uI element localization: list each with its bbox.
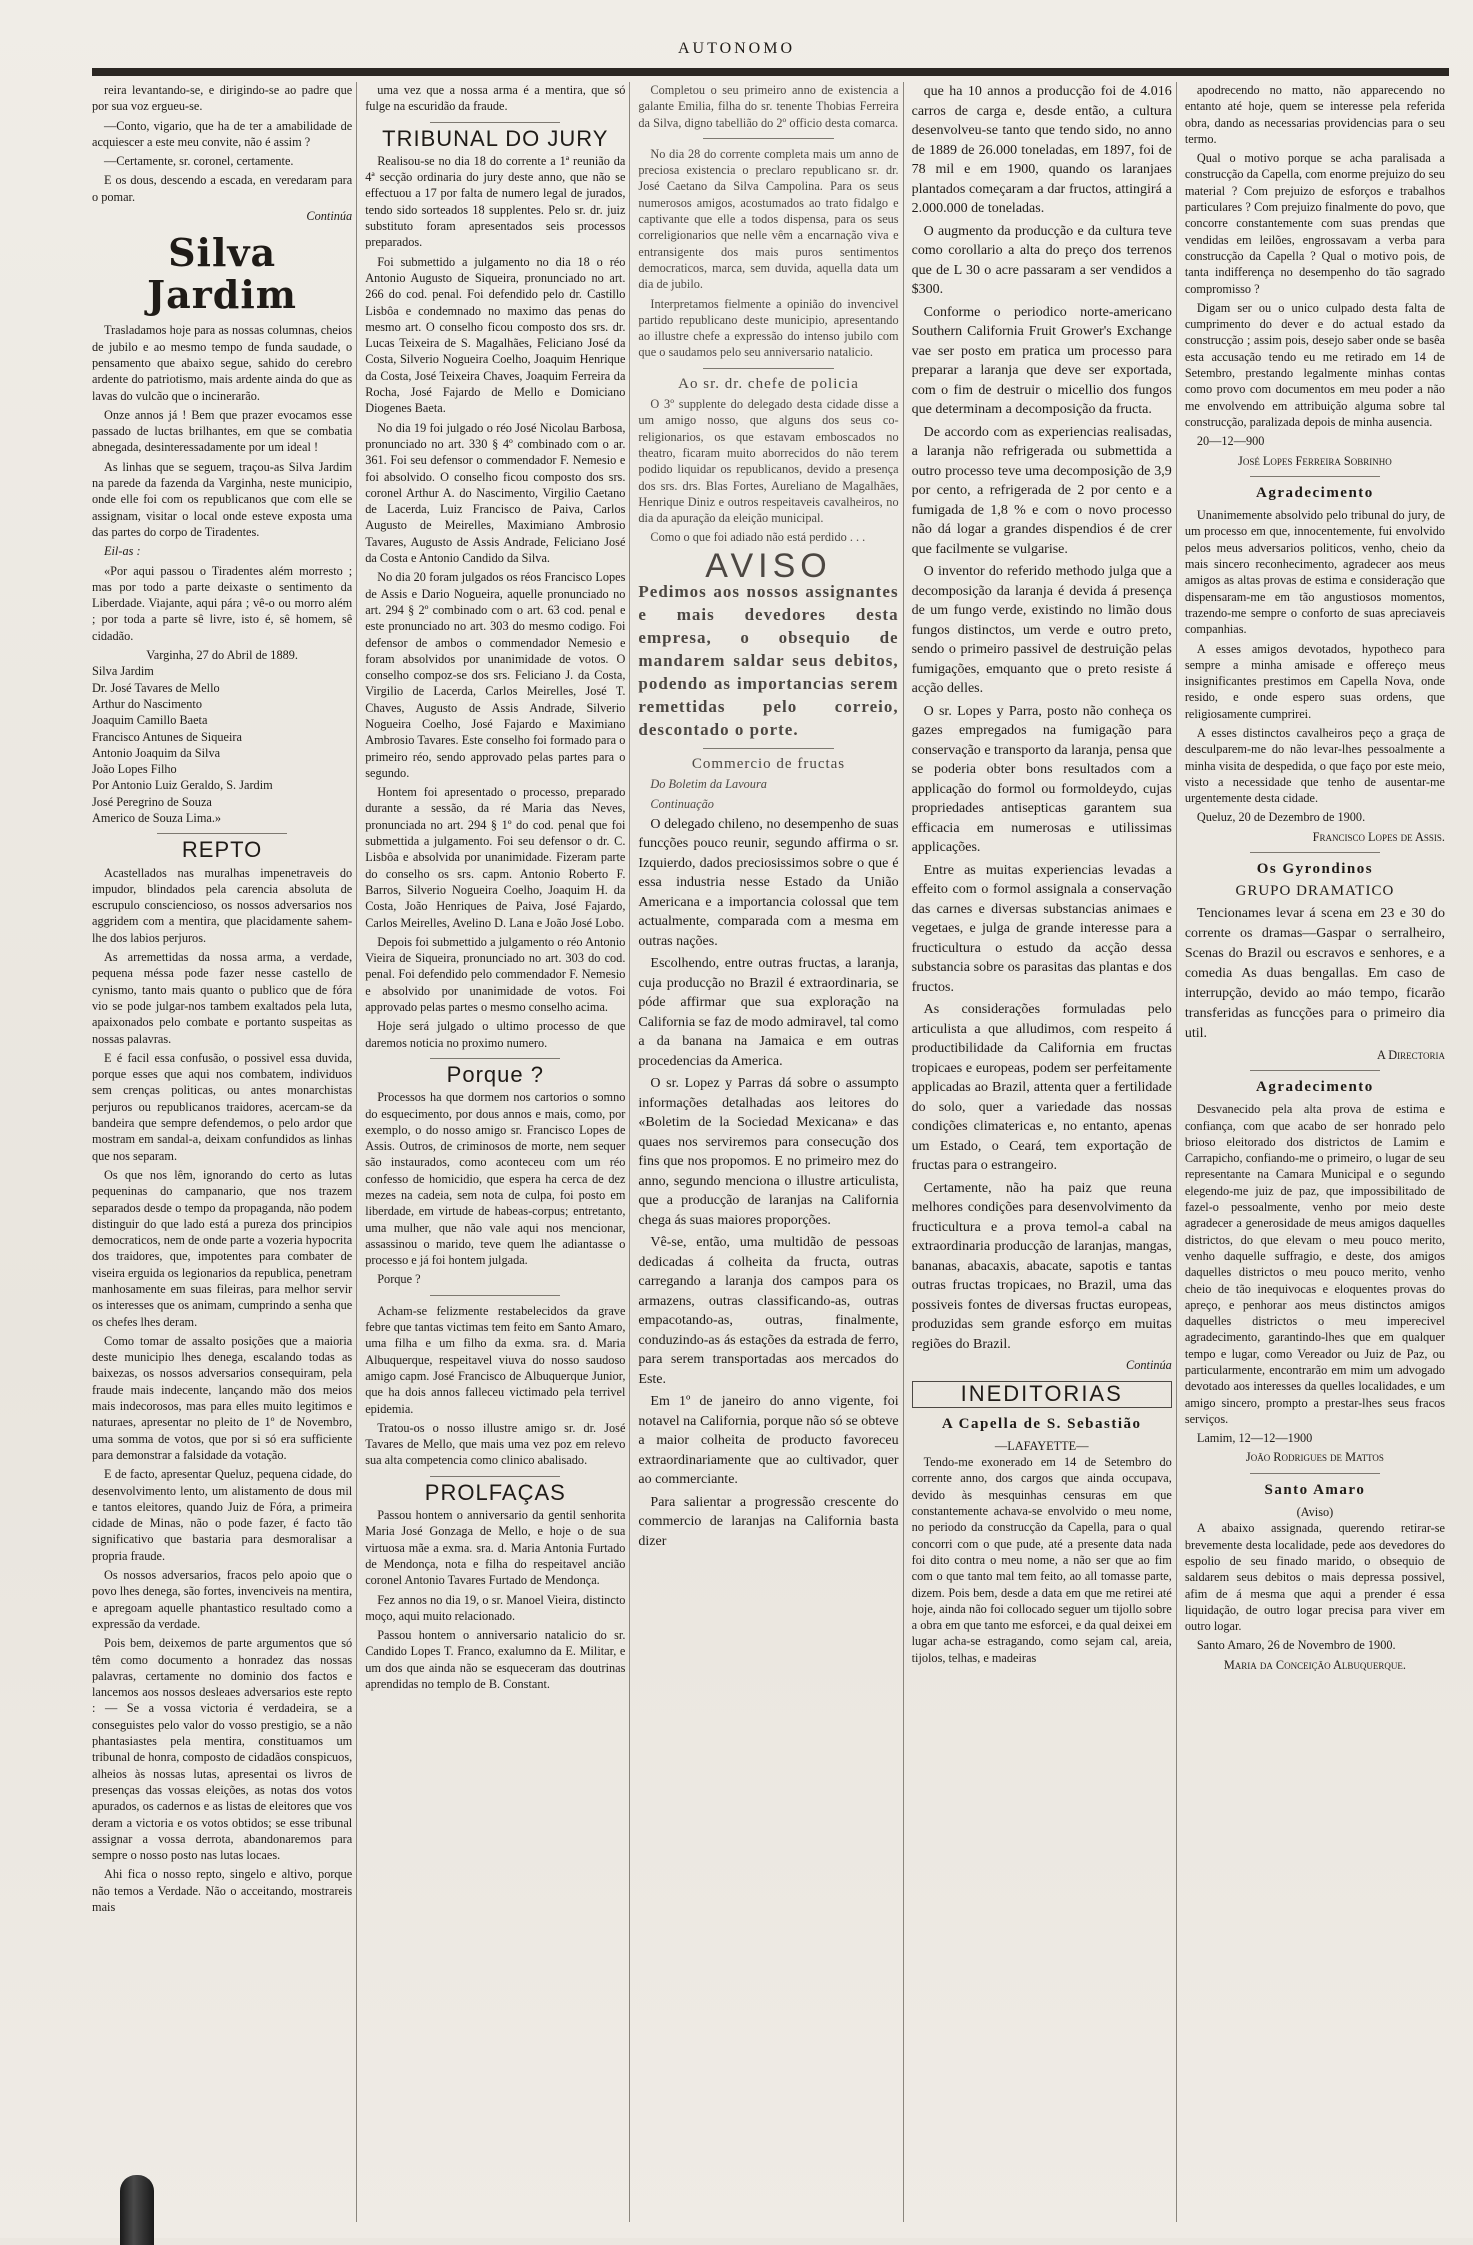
paragraph: Vê-se, então, uma multidão de pessoas dedicadas á colheita da fructa, outras carregando a laranja dos campos para os armazens, outras classificando-as, outras empacotando-as, outras, finalmente, conduzindo-as ás estações da estrada de ferro, para serem transportadas aos mercados do Este. [638, 1235, 899, 1387]
column-4 [912, 82, 1177, 2222]
paragraph: Trasladamos hoje para as nossas columnas, cheios de jubilo e ao mesmo tempo de funda saudade, o pensamento que abaixo segue, sahido do cerebro ardente do patriotismo, mais ardente ainda do que as lavas do vulcão que o incinerarão. [92, 323, 353, 403]
binder-clip [120, 2175, 154, 2245]
paragraph: —Conto, vigario, que ha de ter a amabilidade de acquiescer a este meu convite, não é assim ? [92, 118, 353, 149]
paragraph: E os dous, descendo a escada, en veredaram para o pomar. [92, 173, 353, 204]
paragraph: Qual o motivo porque se acha paralisada a construcção da Capella, com enorme prejuizo do seu material ? Com prejuizo de esforços e trabalhos particulares ? Com prejuizo finalmente do povo, que concorre constantemente com suas prendas que vendidas em leilões, engrossavam a verba para construcção da Capella ? Qual o motivo pois, de tanta indifferença no desempenho do tão sagrado compromisso ? [1184, 151, 1446, 296]
paragraph: Conforme o periodico norte-americano Southern California Fruit Grower's Exchange vae ser posto em pratica um processo para preparar a laranja que deve ser exportada, com o fim de destruir o micellio dos fungos que determinam a decomposição da fructa. [911, 304, 1172, 417]
paragraph: Onze annos já ! Bem que prazer evocamos esse passado de luctas brilhantes, em que se combatia abnegada, desinteressadamente por um ideal ! [92, 407, 353, 455]
divider [430, 122, 560, 123]
aviso-body: Pedimos aos nossos assignantes e mais devedores desta empresa, o obsequio de mandarem saldar seus debitos, podendo as importancias serem remettidas pelo correio, descontado o porte. [638, 582, 899, 740]
paragraph: uma vez que a nossa arma é a mentira, que só fulge na escuridão da fraude. [365, 83, 626, 114]
date-line: Queluz, 20 de Dezembro de 1900. [1196, 810, 1366, 825]
paragraph: Certamente, não ha paiz que reuna melhores condições para desenvolvimento da fructicultura e a prova temol-a cabal na extraordinaria producção de laranjas, mangas, bananas, abacaxis, abacate, sapotis e tantas outras fructas tropicaes, no Brazil, uma das possiveis fontes de diversas fructas europeas, produzidas sem grande esforço em muitas regiões do Brazil. [911, 1180, 1172, 1352]
column-2 [365, 82, 630, 2222]
paragraph: E de facto, apresentar Queluz, pequena cidade, do desenvolvimento lento, um alistamento de dous mil e tantos eleitores, quando Juiz de Fóra, a primeira cidade de Minas, não o pode fazer, é facto tão significativo que bastaria para desmoralisar a propria fraude. [92, 1467, 353, 1563]
paragraph: O delegado chileno, no desempenho de suas funcções pouco reunir, segundo affirma o sr. Izquierdo, dados preciosissimos sobre o que é essa industria nesse Estado da União Americana e a importancia colossal que tem actualmente, comparada com a mesma em outras nações. [638, 816, 899, 949]
divider [1250, 852, 1380, 853]
masthead-rule [92, 68, 1449, 76]
date-line: Varginha, 27 do Abril de 1889. [146, 648, 298, 663]
paragraph: O sr. Lopes y Parra, posto não conheça os gazes empregados na fumigação para conservação e transporto da laranja, pensa que se poderia obter bons resultados com a applicação do formol ou formoldeydo, cujas propriedades antisepticas garantem sua efficacia em numerosas e utilissimas applicações. [911, 703, 1172, 855]
article-title-porque: Porque ? [446, 1061, 544, 1087]
paragraph: No dia 19 foi julgado o réo José Nicolau Barbosa, pronunciado no art. 330 § 4º combinado com o ar. 361. Foi seu defensor o commendador F. Nemesio e foi absolvido. O conselho ficou composto dos srs. coronel Arthur A. do Nascimento, Virgilio Caetano de Lacerda, Luiz Francisco de Paiva, Carlos Augusto de Meirelles, Maximiano Ambrosio Tavares, Augusto de Assis Andrade, Feliciano José da Costa e Antonio Candido da Silva. [365, 420, 626, 566]
paragraph: Passou hontem o anniversario natalicio do sr. Candido Lopes T. Franco, exalumno da E. Militar, e um dos que ainda não se esqueceram das doutrinas aprendidas no templo de B. Constant. [365, 1628, 626, 1692]
paragraph: Tendo-me exonerado em 14 de Setembro do corrente anno, dos cargos que ainda occupava, devido às mesquinhas censuras em que constantemente achava-se envolvido o meu nome, no periodo da construcção da Capella, para o qual concorri com o que pude, até a presente data nada foi dito contra o meu nome, a não ser que ao fim com o que tanto mal tem feito, ao all tomasse parte, dizem. Pois bem, desde a data em que me retirei até hoje, ainda não foi collocado seguer um tijollo sobre a obra em que tanto me esforcei, e da qual deixei em lugar acha-se estragando, como sejam cal, areia, tijolos, telhas, e madeiras [911, 1455, 1172, 1665]
divider [157, 833, 287, 834]
signature: João Rodrigues de Mattos [1245, 1450, 1384, 1465]
paragraph: Como o que foi adiado não está perdido . . . [650, 530, 866, 545]
paragraph: Os nossos adversarios, fracos pelo apoio que o povo lhes denega, são fortes, invenciveis na mentira, e apregoam aquelle phantastico resultado como a expressão da verdade. [92, 1568, 353, 1631]
signature: A Directoria [1377, 1047, 1446, 1062]
paragraph: No dia 20 foram julgados os réos Francisco Lopes de Assis e Dario Nogueira, aquelle pronunciado no art. 294 § 2º combinado com o art. 63 cod. penal e este pronunciado no art. 303 do mesmo codigo. Foi defensor de ambos o commendador Nemesio e foram absolvidos por unanimidade de votos. O conselho compoz-se dos srs. Feliciano J. da Costa, Virgilio de Lacerda, Carlos Meirelles, José T. Chaves, Augusto de Assis Andrade, Silverio Nogueira Coelho, José Fajardo e Maximiano Ambrosio Tavares. Este conselho foi formado para o primeiro réo, sendo approvado pelas partes para o segundo. [365, 570, 626, 780]
paragraph: Foi submettido a julgamento no dia 18 o réo Antonio Augusto de Siqueira, pronunciado no art. 266 do cod. penal. Foi defendido pelo dr. Castillo Lisbôa e condemnado no maximo das penas do mesmo art. O conselho ficou composto dos srs. dr. Lucas Teixeira de S. Magalhães, Feliciano José da Costa, Silverio Nogueira Coelho, Joaquim Henrique da Costa, José Teixeira Chaves, Joaquim Ferreira da Rocha, José Fajardo de Mello e Domiciano Diogenes Baeta. [365, 254, 626, 416]
article-title-prolfacas: PROLFAÇAS [424, 1479, 566, 1505]
paragraph: Hontem foi apresentado o processo, preparado durante a sessão, da ré Maria das Neves, pronunciada no art. 294 § 1º do cod. penal que foi submettida a julgamento. Foi seu defensor o dr. C. Lisbôa e absolvida por unanimidade. Fizeram parte do conselho os srs. capm. Antonio Roberto F. Barros, Silverio Nogueira Coelho, Joaquim H. da Costa, João Henriques de Paiva, José Fajardo, Carlos Meirelles, Avelino D. Lana e João José Lobo. [365, 785, 626, 930]
paragraph: —Certamente, sr. coronel, certamente. [104, 154, 294, 169]
continuation-label: Continuação [650, 796, 714, 811]
date-line: Santo Amaro, 26 de Novembro de 1900. [1196, 1638, 1396, 1653]
paragraph: As arremettidas da nossa arma, a verdade, pequena méssa pode fazer nesse castello de cynismo, tanto mais quanto o publico que de fóra vio se pode julgar-nos tambem exaltados pela luta, apaixonados pelo combate e portanto suspeitas as nossas palavras. [92, 950, 353, 1046]
subtitle: —LAFAYETTE— [994, 1438, 1089, 1453]
column-5 [1185, 82, 1449, 2222]
paragraph: Pois bem, deixemos de parte argumentos que só têm como documento a honradez das nossas palavras, certamente no dominio dos factos e lancemos aos nossos desleaes adversarios este repto : — Se a vossa victoria é verdadeira, se a conseguistes pelo valor do vosso prestigio, se a não phantasiastes pela mentira, constituamos um tribunal de honra, composto de cidadãos conspicuos, alheios às nossas lutas, apresentai os livros de presenças das vossas eleições, as notas dos votos apurados, os cadernos e as listas de eleitores que vos deram a victoria e os votos obtidos; se esse tribunal assignar a vossa derrota, abandonaremos para sempre o nosso posto nas lutas locaes. [92, 1636, 353, 1863]
divider [430, 1295, 560, 1296]
commercio-body [638, 815, 898, 1552]
paragraph: Desvanecido pela alta prova de estima e confiança, com que acabo de ser honrado pelo brioso eleitorado dos districtos de Lamim e Carrapicho, confiando-me o primeiro, o lugar de seu representante na Camara Municipal e o segundo elegendo-me juiz de paz, que impossibilitado de fazel-o pessoalmente, venho por meio deste agradecer a generosidade de meus amigos daquelles districtos, do que elevam o meu pouco merito, venho daquelle suffragio, e deste, dos amigos daquelles districtos o meu pouco merito, venho cheio de tão inequivocas e eloquentes provas do apreço, e penhorar aos meus distinctos amigos daquelles districtos o meu imperecivel agradecimento, garantindo-lhes que em qualquer tempo e lugar, como Vereador ou Juiz de Paz, ou particularmente, encontrarão em mim um advogado devotado aos interesses da quelles localidades, e um amigo sincero, prompto a prestar-lhes seus fracos serviços. [1184, 1102, 1446, 1426]
article-title-agradecimento-1: Agradecimento [1256, 484, 1374, 501]
divider [703, 138, 833, 139]
paragraph: reira levantando-se, e dirigindo-se ao padre que por sua voz ergueu-se. [92, 83, 353, 114]
subtitle-grupo-dramatico: GRUPO DRAMATICO [1235, 883, 1395, 900]
signature: Francisco Lopes de Assis. [1312, 829, 1446, 844]
paragraph: Tratou-os o nosso illustre amigo sr. dr. José Tavares de Mello, que mais uma vez poz em relevo sua alta competencia como clinico abalisado. [365, 1420, 626, 1468]
paragraph: «Por aqui passou o Tiradentes além morresto ; mas por todo a parte deixaste o sentimento da Liberdade. Viajante, aqui pára ; vê-o ou morro além ; por toda a parte sê livre, isto é, sê homem, sê cidadão. [92, 563, 353, 643]
article-title-capella: A Capella de S. Sebastião [941, 1415, 1142, 1432]
divider [703, 368, 833, 369]
signatory: Dr. José Tavares de Mello [92, 680, 220, 695]
paragraph: As considerações formuladas pelo articulista a que alludimos, com respeito á productibilidade da California em fructas tropicaes e europeas, podem ser perfeitamente applicadas ao Brazil, attenta quer a fertilidade do solo, quer a variedade das nossas condições climatericas e, no entanto, apenas um Estado, o Ceará, tem exportação de fructas para o estrangeiro. [911, 1002, 1172, 1173]
paragraph: Escolhendo, entre outras fructas, a laranja, cuja producção no Brazil é extraordinaria, se póde affirmar que sua exploração na California se faz de modo admiravel, tal como a da banana na Jamaica e em outras procedencias da America. [638, 956, 899, 1069]
running-head: AUTONOMO [677, 40, 796, 57]
article-title-agradecimento-2: Agradecimento [1256, 1078, 1374, 1095]
paragraph: Completou o seu primeiro anno de existencia a galante Emilia, filha do sr. tenente Thobias Ferreira da Silva, digno tabellião do 2º officio desta comarca. [638, 83, 899, 130]
paragraph: O sr. Lopez y Parras dá sobre o assumpto informações detalhadas aos leitores do «Boletim de la Sociedad Mexicana» e das quaes nos serviremos para consecução dos fins que nos propomos. E no primeiro mez do anno, segundo menciona o illustre articulista, que a producção de laranjas na California chega ás suas maiores proporções. [638, 1076, 899, 1228]
signatory: João Lopes Filho [92, 762, 177, 777]
commercio-continuation [912, 82, 1172, 1354]
paragraph: Em 1º de janeiro do anno vigente, foi notavel na California, porque não só se obteve a maior colheita de producto favoreceu extraordinariamente que ao cultivador, quer ao commerciante. [638, 1394, 899, 1488]
paragraph: O inventor do referido methodo julga que a decomposição da laranja é devida á presença de um fungo verde, existindo no limão dous fungos distinctos, um verde e outro preto, sendo o primeiro passivel de destruição pelas fumigações, emquanto que o preto resiste á acção delles. [911, 564, 1172, 696]
divider [1250, 476, 1380, 477]
article-title-santo-amaro: Santo Amaro [1264, 1481, 1366, 1498]
paragraph: Depois foi submettido a julgamento o réo Antonio Vieira de Siqueira, pronunciado no art. 303 do cod. penal. Foi defendido pelo commendador F. Nemesio e absolvido por unanimidade de votos. Foi approvado pelas partes o mesmo conselho acima. [365, 934, 626, 1015]
source-line: Do Boletim da Lavoura [650, 777, 767, 792]
paragraph: E é facil essa confusão, o possivel essa duvida, porque esses que aqui nos combatem, individuos sem crenças politicas, ou antes monarchistas perjuros ou republicanos traidores, acercam-se da bandeira que sempre defendemos, o pelo ardor que mostram em sandal-a, deixam confundidos as linhas que nos separam. [92, 1050, 353, 1163]
paragraph: apodrecendo no matto, não apparecendo no entanto até hoje, quem se interesse pela referida obra, dando as necessarias providencias para o seu termo. [1184, 83, 1446, 146]
column-3 [638, 82, 903, 2222]
article-title-repto: REPTO [181, 837, 263, 863]
divider [1250, 1473, 1380, 1474]
signatory: Por Antonio Luiz Geraldo, S. Jardim [92, 778, 273, 793]
paragraph: A esses distinctos cavalheiros peço a graça de desculparem-me do não levar-lhes pessoalmente a minha visita de despedida, o que faço por este meio, visto a necessidade que tenho de ausentar-me urgentemente desta cidade. [1184, 725, 1446, 806]
paragraph: Interpretamos fielmente a opinião do invencivel partido republicano deste municipio, apresentando ao illustre chefe a expressão do intenso jubilo com que o saudamos pelo seu anniversario natalicio. [638, 296, 899, 360]
paragraph: Eil-as : [104, 544, 141, 559]
date-line: 20—12—900 [1196, 434, 1265, 449]
paragraph: Porque ? [377, 1272, 421, 1287]
paragraph: De accordo com as experiencias realisadas, a laranja não refrigerada ou submettida a outro processo teve uma decomposição de 3,9 por cento, a refrigerada de 2 por cento e a fumigada de 1,8 % e com o novo processo não dá logar a grandes dispendios é de crer que facilmente se vulgarise. [911, 424, 1172, 557]
paragraph: Acham-se felizmente restabelecidos da grave febre que tantas victimas tem feito em Santo Amaro, uma filha e um filho da exma. sra. d. Maria Albuquerque, respeitavel viuva do nosso saudoso amigo capm. José Francisco de Albuquerque Junior, que ha dois annos falleceu victimado pela terrivel epidemia. [365, 1303, 626, 1416]
paragraph: Passou hontem o anniversario da gentil senhorita Maria José Gonzaga de Mello, e hoje o de sua virtuosa mãe a exma. sra. d. Maria Antonia Furtado de Mendonça, nota e filha do respeitavel ancião coronel Antonio Tavares Furtado de Mendonça. [365, 1508, 626, 1588]
paragraph: Realisou-se no dia 18 do corrente a 1ª reunião da 4ª secção ordinaria do jury deste anno, que não se effectuou a 17 por falta de numero legal de jurados, tendo sido sorteados 18 supplentes. Pelo sr. dr. juiz substituto foram apresentados seis processos preparados. [365, 153, 626, 250]
novel-excerpt [92, 82, 352, 224]
signature: Maria da Conceição Albuquerque. [1223, 1657, 1406, 1672]
paragraph: As linhas que se seguem, traçou-as Silva Jardim na parede da fazenda da Varginha, neste municipio, onde elle foi com os republicanos que com elle se assignam, visitar o local onde esteve exposta uma das partes do corpo de Tiradentes. [92, 459, 353, 539]
paragraph: Digam ser ou o unico culpado desta falta de cumprimento do dever e do actual estado da construcção ; assim pois, desejo saber onde se basêa esta accusação tendo eu me retirado em 14 de Setembro, prestando legalmente minhas contas como provo com documentos em meu poder a não me envolvendo em attribuição alguma sobre tal construcção, paralizada depois de minha ausencia. [1184, 300, 1446, 429]
paragraph: Tencionames levar á scena em 23 e 30 do corrente os dramas—Gaspar o serralheiro, Scenas do Brazil ou escravos e senhores, e a comedia As duas bengallas. Em caso de interrupção, devido ao máo tempo, ficarão transferidas as funcções para o primeiro dia util. [1184, 905, 1446, 1041]
paragraph: O augmento da producção e da cultura teve como corollario a alta do preço dos terrenos que de L 30 o acre passaram a ser vendidos a $300. [911, 223, 1172, 297]
paragraph: O 3º supplente do delegado desta cidade disse a um amigo nosso, que alguns dos seus co-religionarios, os que estavam emboscados no theatro, ficaram muito aborrecidos do não terem podido liquidar os republicanos, devido a presença dos srs. drs. Blas Fortes, Aureliano de Magalhães, Henrique Diniz e outros respeitaveis cavalheiros, no dia da apuração da eleição municipal. [638, 397, 899, 526]
continua-label: Continúa [306, 209, 353, 224]
signatory: Americo de Souza Lima.» [92, 810, 222, 825]
divider [430, 1476, 560, 1477]
paragraph: Entre as muitas experiencias levadas a effeito com o formol assignala a conservação das carnes e diversas substancias animaes e vegetaes, e julga de grande interesse para a fructicultura o estudo da acção dessa substancia sobre os parasitas das plantas e dos fructos. [911, 862, 1172, 995]
columns [92, 82, 1449, 2222]
paragraph: No dia 28 do corrente completa mais um anno de preciosa existencia o preclaro republicano sr. dr. José Caetano da Silva Campolina. Para os seus numerosos amigos, acostumados ao trato fidalgo e captivante que elle a todos dispensa, para os seus correligionarios que nelle vêm a encarnação viva e entransigente dos mais puros sentimentos democraticos, marca, sem duvida, aquella data um dia de jubilo. [638, 146, 899, 292]
signatory: Silva Jardim [92, 664, 154, 679]
paragraph: A esses amigos devotados, hypothecо para sempre a minha amisade e offereço meus insignificantes prestimos em Capella Nova, onde resido, e onde espero suas ordens, que religiosamente cumprirei. [1184, 641, 1446, 721]
paragraph: Fez annos no dia 19, o sr. Manoel Vieira, distincto moço, aqui muito relacionado. [365, 1592, 626, 1623]
signatory: Francisco Antunes de Siqueira [92, 729, 242, 744]
paragraph: Para salientar a progressão crescente do commercio de laranjas na California basta dizer [638, 1494, 899, 1549]
paragraph: que ha 10 annos a producção foi de 4.016 carros de carga e, desde então, a cultura desenvolveu-se tanto que tendo sido, no anno de 1889 de 26.000 toneladas, em 1897, foi de 78 mil e em 1900, quando os laranjaes plantados começaram a dar fructos, attingirá a 2.000.000 de toneladas. [911, 84, 1172, 216]
paragraph: Ahi fica o nosso repto, singelo e altivo, porque não temos a Verdade. Não o acceitando, mostrareis mais [92, 1867, 353, 1914]
article-title-silva-jardim: Silva Jardim [147, 230, 298, 318]
article-title-aviso: AVISO [705, 546, 832, 585]
paragraph: Processos ha que dormem nos cartorios o somno do esquecimento, por dous annos e mais, como, por exemplo, o do nosso amigo sr. Francisco Lopes de Assis. Outros, de criminosos de morte, nem sequer são instaurados, como aconteceu com um réo confesso de homicidio, que espera ha cerca de dez mezes na cadeia, sem nota de culpa, foi posto em liberdade, em virtude de habeas-corpus; entretanto, uma mulher, que não vale aqui nos mencionar, assassinou o marido, teve quem lhe adiantasse o processo e já foi hontem julgada. [365, 1090, 626, 1268]
continua-label: Continúa [1126, 1358, 1172, 1372]
signatory: Arthur do Nascimento [92, 696, 202, 711]
column-1 [92, 82, 357, 2222]
article-title-chefe-policia: Ao sr. dr. chefe de policia [678, 375, 859, 392]
paragraph: Como tomar de assalto posições que a maioria deste municipio lhes denega, escalando todas as baixezas, os nossos adversarios consequiram, pela fraude mais indecente, lançando mão dos meios mais indecorosos, mas para elles muito legitimos e naturaes, apresentar no pleito de 1º de Novembro, uma somma de votos, que por si só era sufficiente para demonstrar a falsidade da votação. [92, 1333, 353, 1462]
divider [430, 1058, 560, 1059]
subtitle: (Aviso) [1296, 1505, 1334, 1520]
article-title-tribunal: TRIBUNAL DO JURY [382, 125, 609, 151]
signatory: José Peregrino de Souza [92, 794, 212, 809]
divider [1250, 1070, 1380, 1071]
article-title-gyrondinos: Os Gyrondinos [1256, 861, 1374, 878]
paragraph: Os que nos lêm, ignorando do certo as lutas pequeninas do campanario, que nos trazem separados desde o tempo da propaganda, não podem distinguir do que lado está a pureza dos principios democraticos, nem de onde parte a vozeria hypocrita dos traidores, que, impotentes para combater de viseira erguida os legionarios da republica, penetram manhosamente em suas fileiras, para melhor servir os interesses que os animam, cumprindo a senha que os chefes lhes deram. [92, 1167, 353, 1329]
paragraph: Unanimemente absolvido pelo tribunal do jury, de um processo em que, innocentemente, fui envolvido pelos meus adversarios politicos, venho, cheio da mais sincero reconhecimento, agradecer aos meus amigos as altas provas de estima e consideração que dispensaram-me em tão angustiosos momentos, trazendo-me sempre o conforto de suas apreciaveis companhias. [1184, 508, 1446, 637]
divider [703, 748, 833, 749]
signatory: Antonio Joaquim da Silva [92, 745, 221, 760]
paragraph: A abaixo assignada, querendo retirar-se brevemente desta localidade, pede aos devedores do espolio de seu finado marido, o obsequio de saldarem seus debitos o mais depressa possivel, afim de á mesma que aqui a prender é essa liquidação, de outro logar precisa para viver em outro logar. [1184, 1521, 1446, 1634]
paragraph: Acastellados nas muralhas impenetraveis do impudor, blindados pela carencia absoluta de escrupulo consciencioso, os nossos adversarios nos aggridem com a mentira, que placidamente sahem-lhe dos labios perjuros. [92, 865, 353, 945]
signatory-list [92, 663, 352, 826]
signature: José Lopes Ferreira Sobrinho [1238, 453, 1392, 468]
date-line: Lamim, 12—12—1900 [1196, 1431, 1313, 1446]
signatory: Joaquim Camillo Baeta [92, 713, 208, 728]
article-title-commercio: Commercio de fructas [691, 756, 846, 773]
section-title-ineditorias: INEDITORIAS [912, 1381, 1172, 1407]
paragraph: Hoje será julgado o ultimo processo de que daremos noticia no proximo numero. [365, 1019, 626, 1050]
